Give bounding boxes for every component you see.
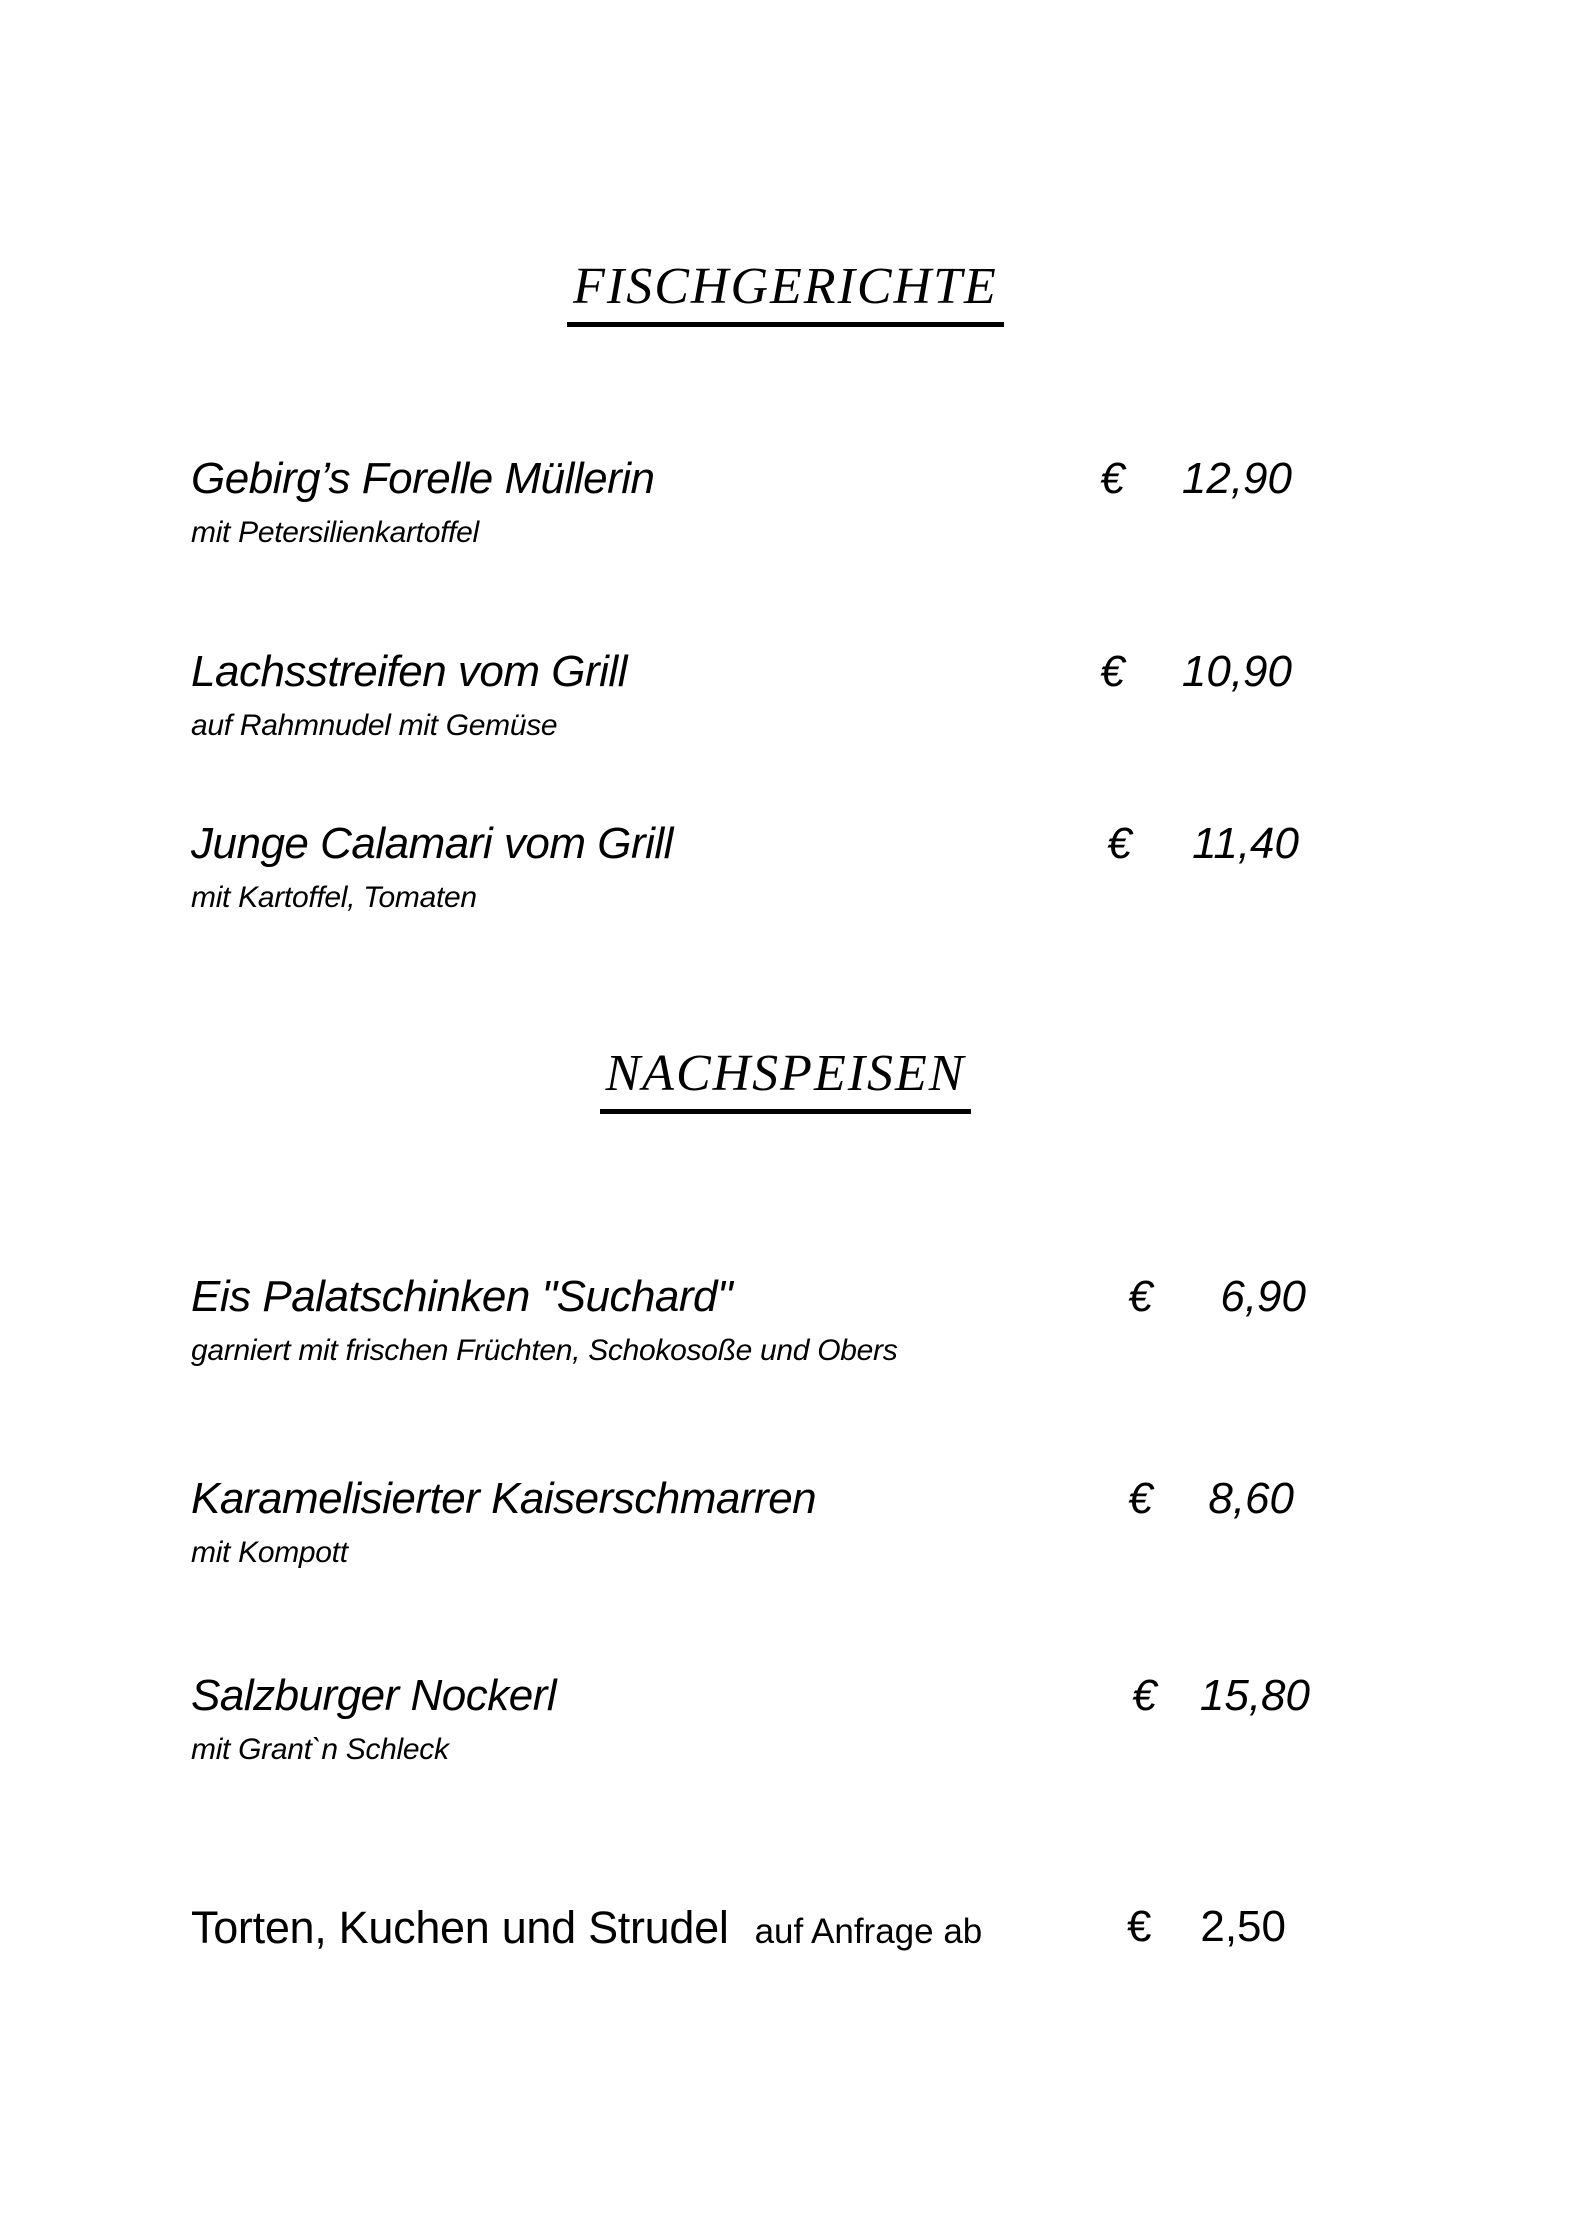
item-description: garniert mit frischen Früchten, Schokosoße und Obers	[191, 1334, 898, 1367]
item-description: mit Kompott	[191, 1536, 348, 1569]
menu-item	[191, 1272, 1571, 1367]
item-price	[1128, 1474, 1294, 1523]
price-amount: 8,60	[1208, 1474, 1294, 1523]
section-title-text: NACHSPEISEN	[600, 1048, 972, 1114]
price-amount: 2,50	[1200, 1902, 1286, 1951]
section-title-fischgerichte	[0, 258, 1571, 327]
item-price	[1128, 1272, 1306, 1321]
euro-sign: €	[1127, 1902, 1152, 1951]
menu-item	[191, 454, 1571, 549]
euro-sign: €	[1107, 819, 1132, 868]
item-name: Torten, Kuchen und Strudel	[191, 1902, 729, 1953]
euro-sign: €	[1100, 647, 1125, 696]
item-price	[1100, 454, 1292, 503]
item-price	[1127, 1902, 1286, 1951]
item-description: mit Grant`n Schleck	[191, 1733, 449, 1766]
item-note: auf Anfrage ab	[754, 1912, 983, 1951]
section-title-text: FISCHGERICHTE	[567, 261, 1004, 327]
euro-sign: €	[1100, 454, 1125, 503]
item-name: Lachsstreifen vom Grill	[191, 647, 627, 696]
item-price	[1132, 1671, 1310, 1720]
item-name: Gebirg’s Forelle Müllerin	[191, 454, 655, 503]
item-name: Eis Palatschinken "Suchard"	[191, 1272, 733, 1321]
euro-sign: €	[1128, 1474, 1153, 1523]
menu-item-footer	[191, 1902, 1571, 1953]
item-description: auf Rahmnudel mit Gemüse	[191, 709, 558, 742]
price-amount: 6,90	[1220, 1272, 1306, 1321]
menu-item	[191, 647, 1571, 742]
menu-item	[191, 1474, 1571, 1569]
item-name: Karamelisierter Kaiserschmarren	[191, 1474, 817, 1523]
item-name: Junge Calamari vom Grill	[191, 819, 673, 868]
price-amount: 12,90	[1181, 454, 1292, 503]
price-amount: 10,90	[1181, 647, 1292, 696]
euro-sign: €	[1132, 1671, 1157, 1720]
item-price	[1100, 647, 1292, 696]
menu-item	[191, 1671, 1571, 1766]
item-description: mit Petersilienkartoffel	[191, 516, 479, 549]
section-title-nachspeisen	[0, 1045, 1571, 1114]
price-amount: 11,40	[1192, 819, 1299, 868]
price-amount: 15,80	[1199, 1671, 1310, 1720]
euro-sign: €	[1128, 1272, 1153, 1321]
item-description: mit Kartoffel, Tomaten	[191, 881, 477, 914]
menu-item	[191, 819, 1571, 914]
item-name: Salzburger Nockerl	[191, 1671, 557, 1720]
item-price	[1107, 819, 1299, 868]
